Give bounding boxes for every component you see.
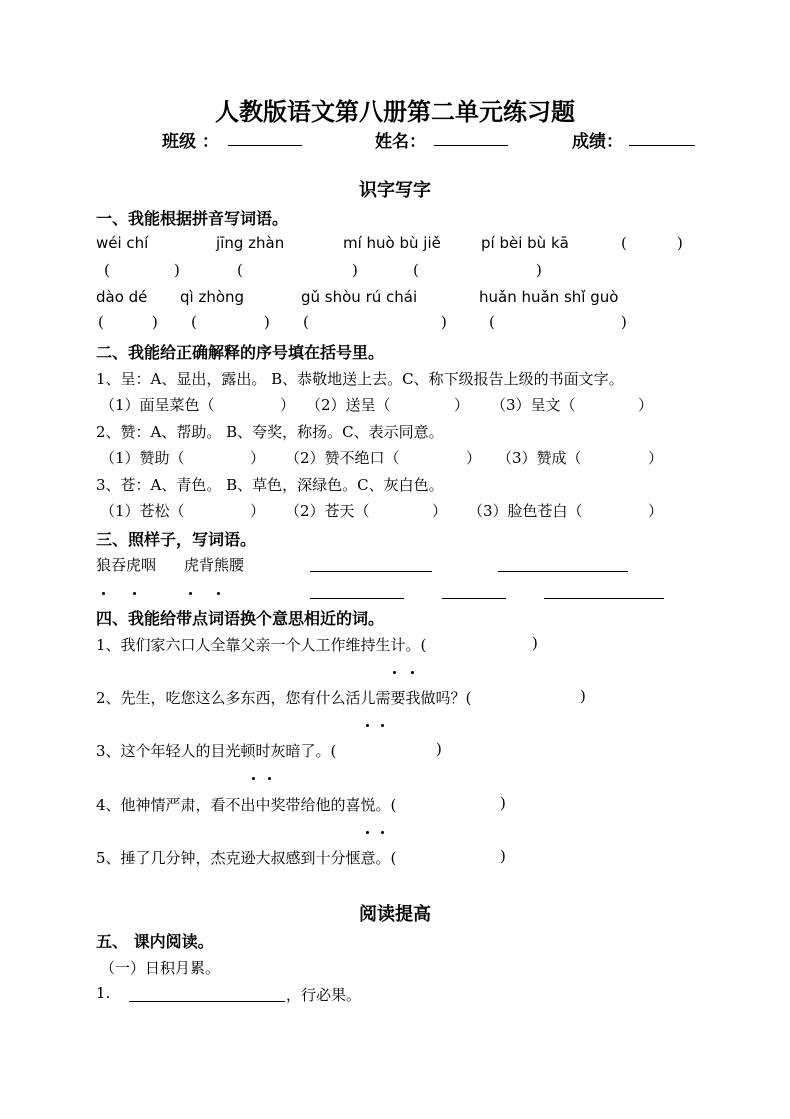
- name-label: 姓名：: [375, 132, 426, 152]
- q2-sub-label: （2）赞不绝口（: [285, 449, 400, 467]
- score-label: 成绩：: [572, 132, 623, 152]
- question-5-heading: 五、 课内阅读。: [96, 932, 214, 951]
- q4-item-3: 3、这个年轻人的目光顿时灰暗了。(: [96, 742, 337, 760]
- section-title-reading: 阅读提高: [359, 904, 431, 925]
- example-word-1: 狼吞虎咽: [96, 556, 157, 574]
- q2-sub-label: （2）送呈（: [306, 396, 391, 414]
- paren-open: (: [104, 261, 110, 279]
- emphasis-dot: [366, 724, 369, 727]
- paren-close: ): [436, 740, 442, 758]
- q2-item-2: 2、赞：A、帮助。 B、夸奖，称扬。C、表示同意。: [96, 423, 444, 441]
- paren-close: ）: [454, 396, 470, 414]
- emphasis-dot: [393, 671, 396, 674]
- q2-sub-label: （2）苍天（: [285, 502, 370, 520]
- q5-item-text: ，行必果。: [286, 986, 362, 1004]
- paren-close: ): [152, 313, 158, 331]
- paren-close: ）: [638, 396, 654, 414]
- emphasis-dot: [189, 592, 192, 595]
- class-label: 班级 ：: [162, 132, 219, 152]
- section-title-literacy: 识字写字: [359, 180, 431, 201]
- paren-close: ): [441, 313, 447, 331]
- q2-sub-label: （1）苍松（: [100, 502, 185, 520]
- q2-sub-label: （3）呈文（: [491, 396, 576, 414]
- paren-close: ): [352, 261, 358, 279]
- paren-close: ): [621, 313, 627, 331]
- paren-close: ）: [432, 502, 448, 520]
- example-word-2: 虎背熊腰: [184, 556, 245, 574]
- question-2-heading: 二、我能给正确解释的序号填在括号里。: [96, 343, 385, 362]
- pinyin-5: dào dé: [96, 288, 148, 306]
- score-field[interactable]: [629, 145, 695, 146]
- pinyin-7: gǔ shòu rú chái: [301, 288, 418, 306]
- emphasis-dot: [102, 592, 105, 595]
- paren-close: ）: [648, 502, 664, 520]
- pinyin-4: pí bèi bù kā: [481, 234, 569, 252]
- q2-item-1: 1、呈：A、显出，露出。 B、恭敬地送上去。C、称下级报告上级的书面文字。: [96, 370, 624, 388]
- paren-open: (: [621, 234, 627, 252]
- answer-line[interactable]: [442, 598, 506, 599]
- emphasis-dot: [268, 777, 271, 780]
- question-3-heading: 三、照样子，写词语。: [96, 530, 257, 549]
- q2-sub-label: （3）脸色苍白（: [468, 502, 583, 520]
- emphasis-dot: [381, 724, 384, 727]
- paren-close: ): [174, 261, 180, 279]
- paren-open: (: [98, 313, 104, 331]
- paren-open: (: [191, 313, 197, 331]
- answer-line[interactable]: [129, 1001, 285, 1002]
- class-field[interactable]: [228, 145, 302, 146]
- paren-close: ）: [250, 449, 266, 467]
- paren-close: ): [580, 687, 586, 705]
- emphasis-dot: [411, 671, 414, 674]
- paren-open: (: [303, 313, 309, 331]
- paren-close: ): [532, 634, 538, 652]
- q2-sub-label: （1）面呈菜色（: [100, 396, 215, 414]
- answer-line[interactable]: [544, 598, 664, 599]
- name-field[interactable]: [434, 145, 508, 146]
- answer-line[interactable]: [498, 571, 628, 572]
- answer-line[interactable]: [310, 571, 432, 572]
- paren-close: ): [500, 847, 506, 865]
- paren-open: (: [413, 261, 419, 279]
- emphasis-dot: [366, 831, 369, 834]
- question-4-heading: 四、我能给带点词语换个意思相近的词。: [96, 609, 385, 628]
- pinyin-6: qì zhòng: [180, 288, 245, 306]
- emphasis-dot: [252, 777, 255, 780]
- paren-open: (: [489, 313, 495, 331]
- pinyin-1: wéi chí: [96, 234, 149, 252]
- q2-sub-label: （1）赞助（: [100, 449, 185, 467]
- paren-close: ）: [280, 396, 296, 414]
- q4-item-2: 2、先生，吃您这么多东西，您有什么活儿需要我做吗？(: [96, 689, 472, 707]
- q2-sub-label: （3）赞成（: [497, 449, 582, 467]
- paren-close: ）: [466, 449, 482, 467]
- pinyin-3: mí huò bù jiě: [343, 234, 441, 252]
- pinyin-8: huǎn huǎn shǐ guò: [479, 288, 619, 306]
- q5-item-number: 1.: [96, 984, 111, 1002]
- emphasis-dot: [381, 831, 384, 834]
- q5-subheading: （一）日积月累。: [100, 959, 221, 977]
- q4-item-1: 1、我们家六口人全靠父亲一个人工作维持生计。(: [96, 636, 427, 654]
- q4-item-5: 5、捶了几分钟，杰克逊大叔感到十分惬意。(: [96, 849, 397, 867]
- q2-item-3: 3、苍：A、青色。 B、草色，深绿色。C、灰白色。: [96, 476, 444, 494]
- paren-open: (: [237, 261, 243, 279]
- question-1-heading: 一、我能根据拼音写词语。: [96, 209, 289, 228]
- paren-close: ): [264, 313, 270, 331]
- paren-close: ): [500, 794, 506, 812]
- answer-line[interactable]: [310, 598, 404, 599]
- paren-close: ): [536, 261, 542, 279]
- q4-item-4: 4、他神情严肃，看不出中奖带给他的喜悦。(: [96, 796, 397, 814]
- emphasis-dot: [217, 592, 220, 595]
- pinyin-2: jīng zhàn: [216, 234, 285, 252]
- paren-close: ）: [648, 449, 664, 467]
- paren-close: ): [677, 234, 683, 252]
- paren-close: ）: [250, 502, 266, 520]
- page-title: 人教版语文第八册第二单元练习题: [215, 97, 575, 126]
- emphasis-dot: [133, 592, 136, 595]
